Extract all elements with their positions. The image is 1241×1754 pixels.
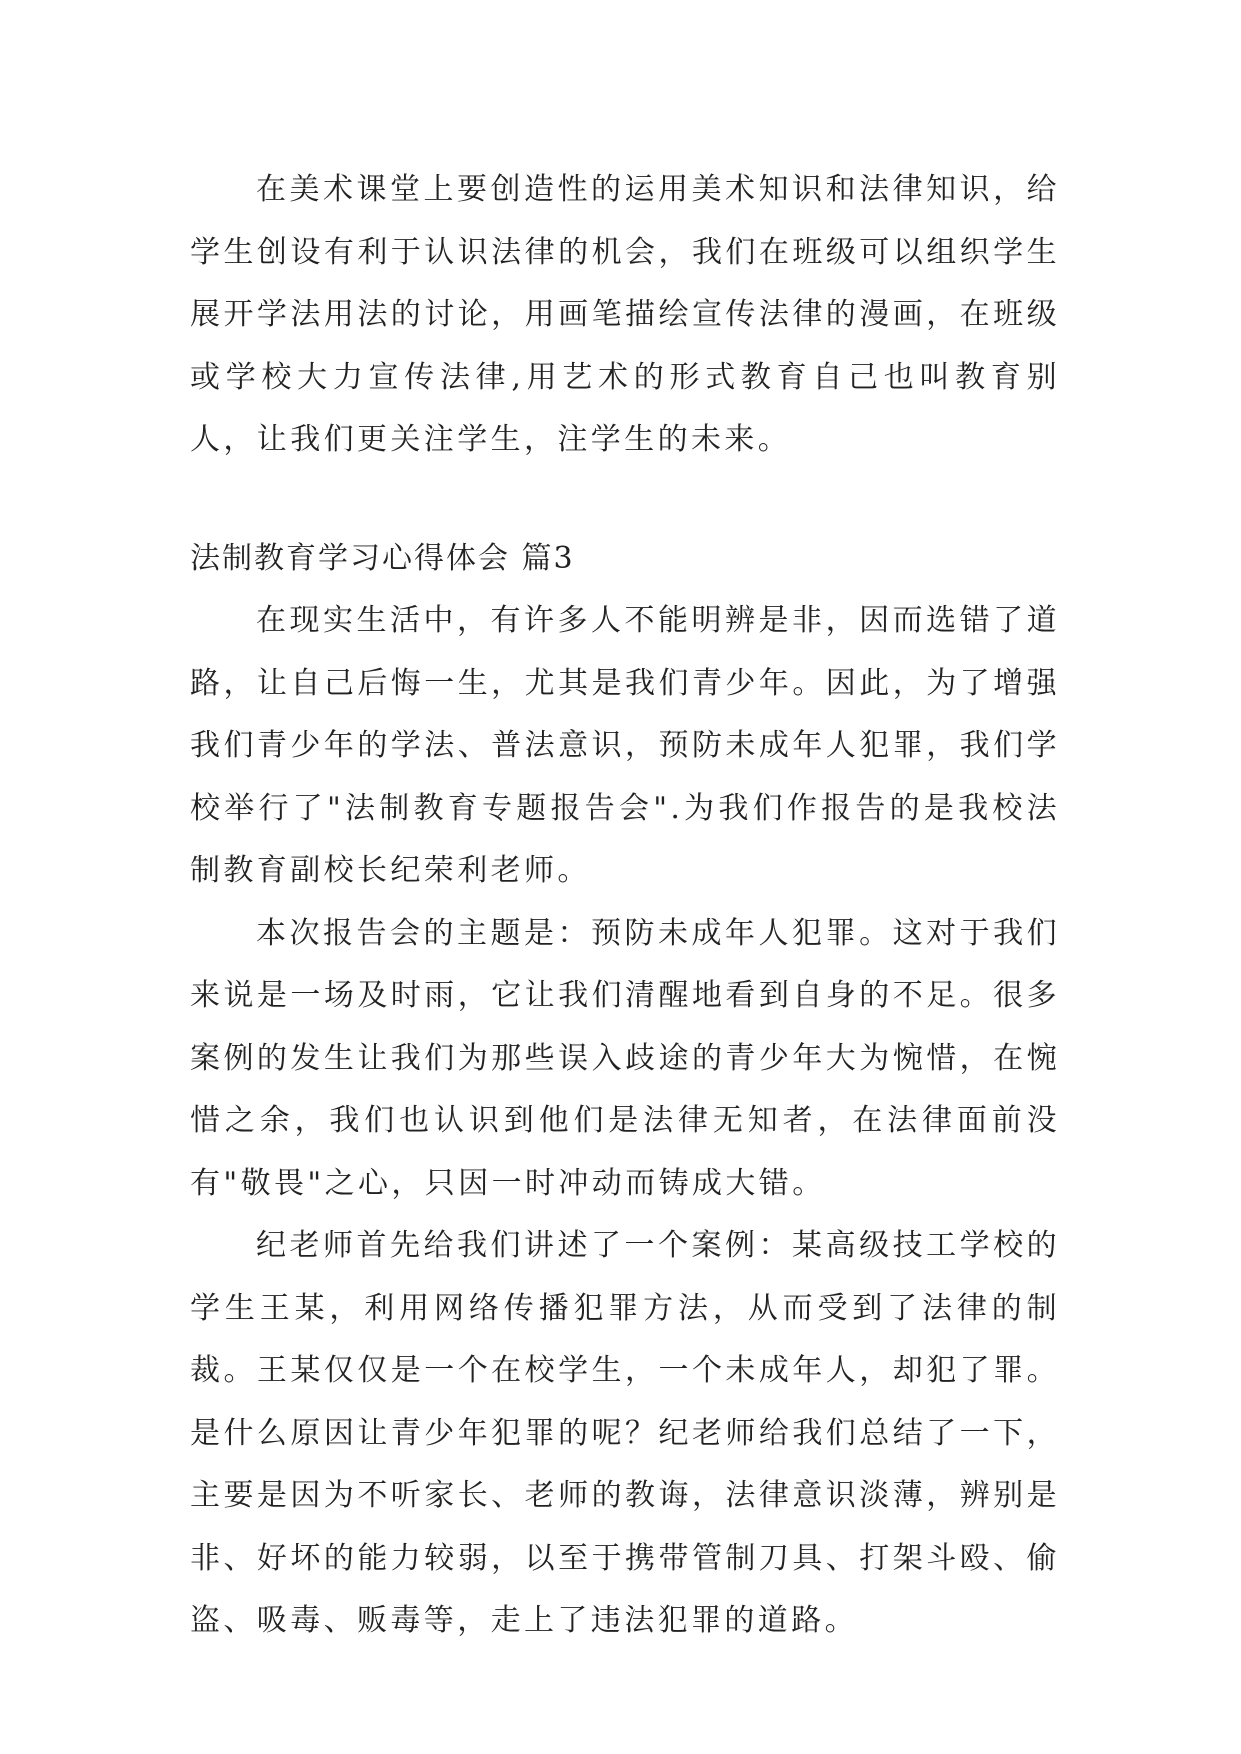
section-heading: 法制教育学习心得体会 篇3 — [190, 540, 575, 576]
paragraph-intro: 在现实生活中，有许多人不能明辨是非，因而选错了道路，让自己后悔一生，尤其是我们青少年。因此，为了增强我们青少年的学法、普法意识，预防未成年人犯罪，我们学校举行了"法制教育专题报告会".为我们作报告的是我校法制教育副校长纪荣利老师。 — [190, 603, 1060, 888]
paragraph-art-class: 在美术课堂上要创造性的运用美术知识和法律知识，给学生创设有利于认识法律的机会，我们在班级可以组织学生展开学法用法的讨论，用画笔描绘宣传法律的漫画，在班级或学校大力宣传法律,用艺术的形式教育自己也叫教育别人，让我们更关注学生，注学生的未来。 — [190, 172, 1060, 457]
document-body — [190, 159, 1060, 1653]
section-spacer — [190, 472, 1060, 528]
paragraph-theme: 本次报告会的主题是：预防未成年人犯罪。这对于我们来说是一场及时雨，它让我们清醒地看到自身的不足。很多案例的发生让我们为那些误入歧途的青少年大为惋惜，在惋惜之余，我们也认识到他们是法律无知者，在法律面前没有"敬畏"之心，只因一时冲动而铸成大错。 — [190, 915, 1060, 1201]
paragraph-case: 纪老师首先给我们讲述了一个案例：某高级技工学校的学生王某，利用网络传播犯罪方法，从而受到了法律的制裁。王某仅仅是一个在校学生，一个未成年人，却犯了罪。是什么原因让青少年犯罪的呢？纪老师给我们总结了一下，主要是因为不听家长、老师的教诲，法律意识淡薄，辨别是非、好坏的能力较弱，以至于携带管制刀具、打架斗殴、偷盗、吸毒、贩毒等，走上了违法犯罪的道路。 — [190, 1228, 1060, 1638]
